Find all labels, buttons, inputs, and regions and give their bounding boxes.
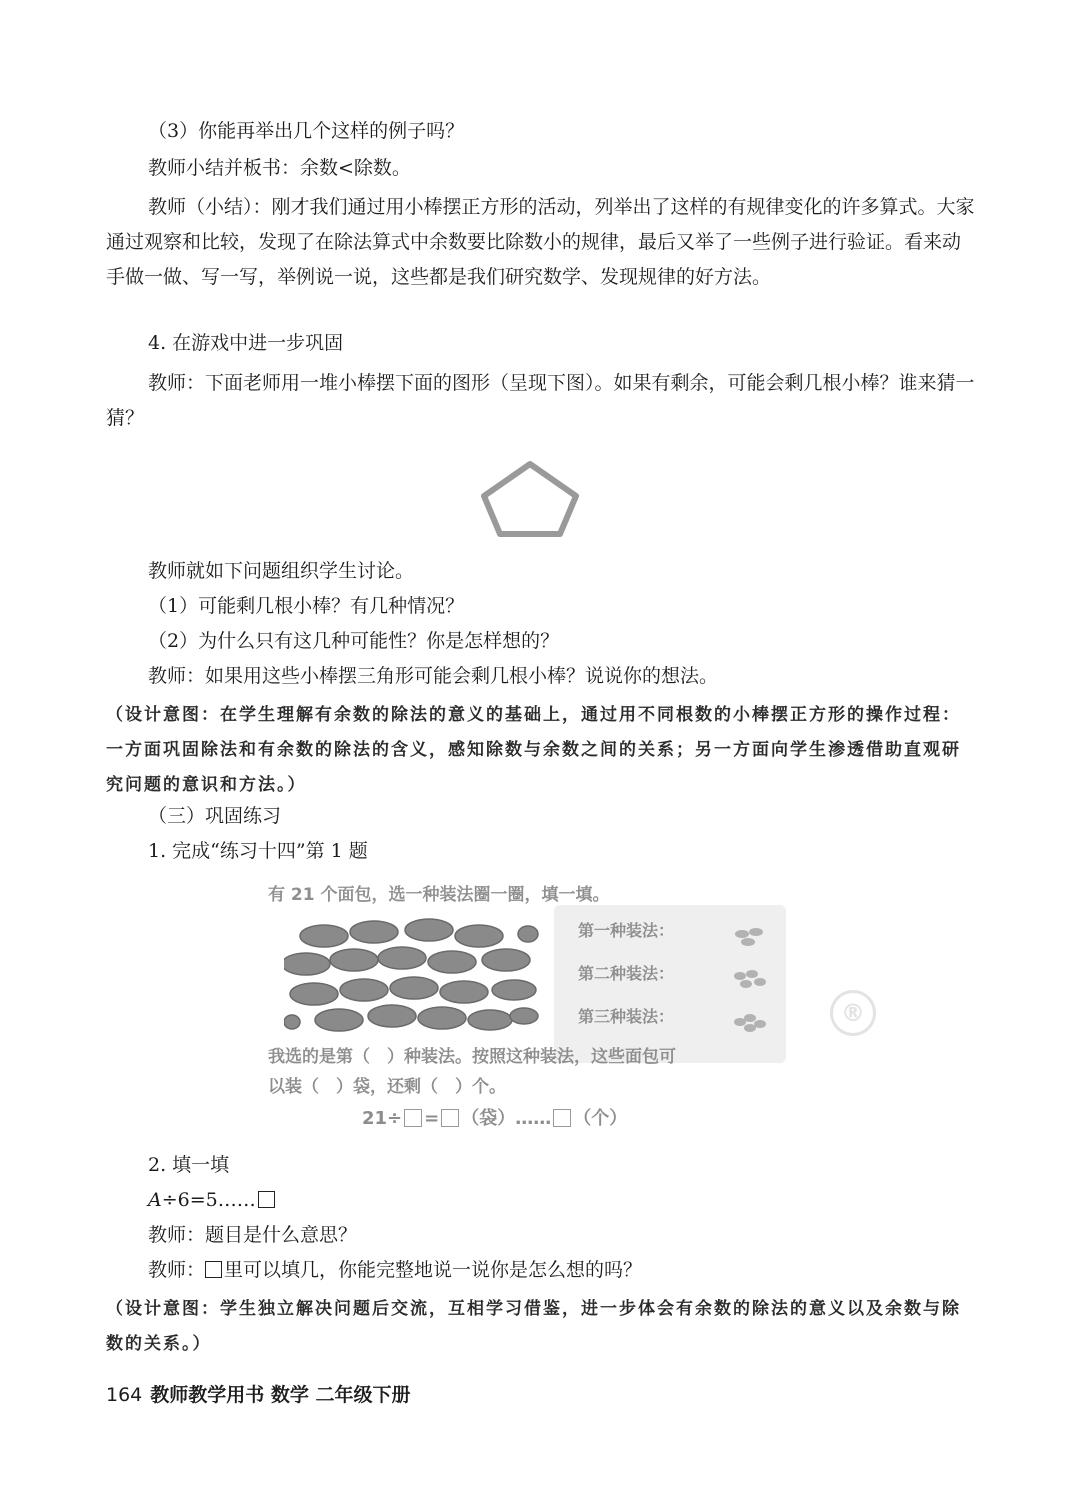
registered-watermark-icon: ® [830,990,876,1036]
bread-pile-image [284,912,540,1042]
question-3: （3）你能再举出几个这样的例子吗？ [148,120,465,142]
equation-bag-unit: （袋）…… [461,1108,552,1129]
teacher-fill-question [148,1257,642,1283]
formula-variable: A [148,1189,162,1211]
answer-box-icon [553,1109,571,1127]
teacher-fill-text: 里可以填几，你能完整地说一说你是怎么想的吗？ [224,1259,643,1281]
formula-expression: ÷6=5…… [161,1189,256,1211]
teacher-fill-prefix: 教师： [148,1259,206,1281]
packing-method-1: 第一种装法： [578,921,675,940]
book-title: 教师教学用书 数学 二年级下册 [150,1384,411,1406]
teacher-game-prompt: 教师：下面老师用一堆小棒摆下面的图形（呈现下图）。如果有剩余，可能会剩几根小棒？谁来猜一猜？ [106,372,975,429]
design-intent-note-1: （设计意图：在学生理解有余数的除法的意义的基础上，通过用不同根数的小棒摆正方形的操作过程：一方面巩固除法和有余数的除法的含义，感知除数与余数之间的关系；另一方面向学生渗透借助直观研究问题的意识和方法。） [106,705,961,795]
answer-box-icon [404,1109,422,1127]
exercise-prompt: 有 21 个面包，选一种装法圈一圈，填一填。 [268,885,610,905]
exercise-question-line-1: 我选的是第（ ）种装法。按照这种装法，这些面包可 [268,1047,676,1067]
exercise-question-line-2: 以装（ ）袋，还剩（ ）个。 [268,1077,506,1097]
teacher-summary-paragraph: 教师（小结）：刚才我们通过用小棒摆正方形的活动，列举出了这样的有规律变化的许多算式。大家通过观察和比较，发现了在除法算式中余数要比除数小的规律，最后又举了一些例子进行验证。看来动手做一做、写一写，举例说一说，这些都是我们研究数学、发现规律的好方法。 [106,196,975,288]
blank-box-icon [258,1191,275,1208]
design-intent-note-2: （设计意图：学生独立解决问题后交流，互相学习借鉴，进一步体会有余数的除法的意义以及余数与除数的关系。） [106,1299,961,1354]
equation-equals: = [424,1108,440,1129]
packing-method-2: 第二种装法： [578,964,675,983]
section-4-heading: 4. 在游戏中进一步巩固 [148,332,344,354]
teacher-meaning-question: 教师：题目是什么意思？ [148,1224,358,1246]
page-number: 164 [106,1384,143,1406]
section-3-heading: （三）巩固练习 [148,805,282,827]
blank-box-icon [205,1261,222,1278]
discussion-intro: 教师就如下问题组织学生讨论。 [148,560,415,582]
exercise-equation [362,1104,627,1130]
packing-method-3: 第三种装法： [578,1007,675,1026]
equation-start: 21÷ [362,1108,403,1129]
exercise-illustration [262,872,822,1132]
formula-line [148,1187,275,1213]
bag-icons [730,912,770,1052]
teacher-summary-board: 教师小结并板书：余数<除数。 [148,157,411,179]
page-footer [106,1380,411,1407]
discussion-question-2: （2）为什么只有这几种可能性？你是怎样想的？ [148,630,560,652]
teacher-triangle-question: 教师：如果用这些小棒摆三角形可能会剩几根小棒？说说你的想法。 [148,665,719,687]
discussion-question-1: （1）可能剩几根小棒？有几种情况？ [148,595,465,617]
exercise-1-heading: 1. 完成“练习十四”第 1 题 [148,840,368,862]
answer-box-icon [441,1109,459,1127]
stick-pentagon-figure [478,458,582,540]
equation-item-unit: （个） [573,1108,628,1129]
exercise-2-heading: 2. 填一填 [148,1154,230,1176]
